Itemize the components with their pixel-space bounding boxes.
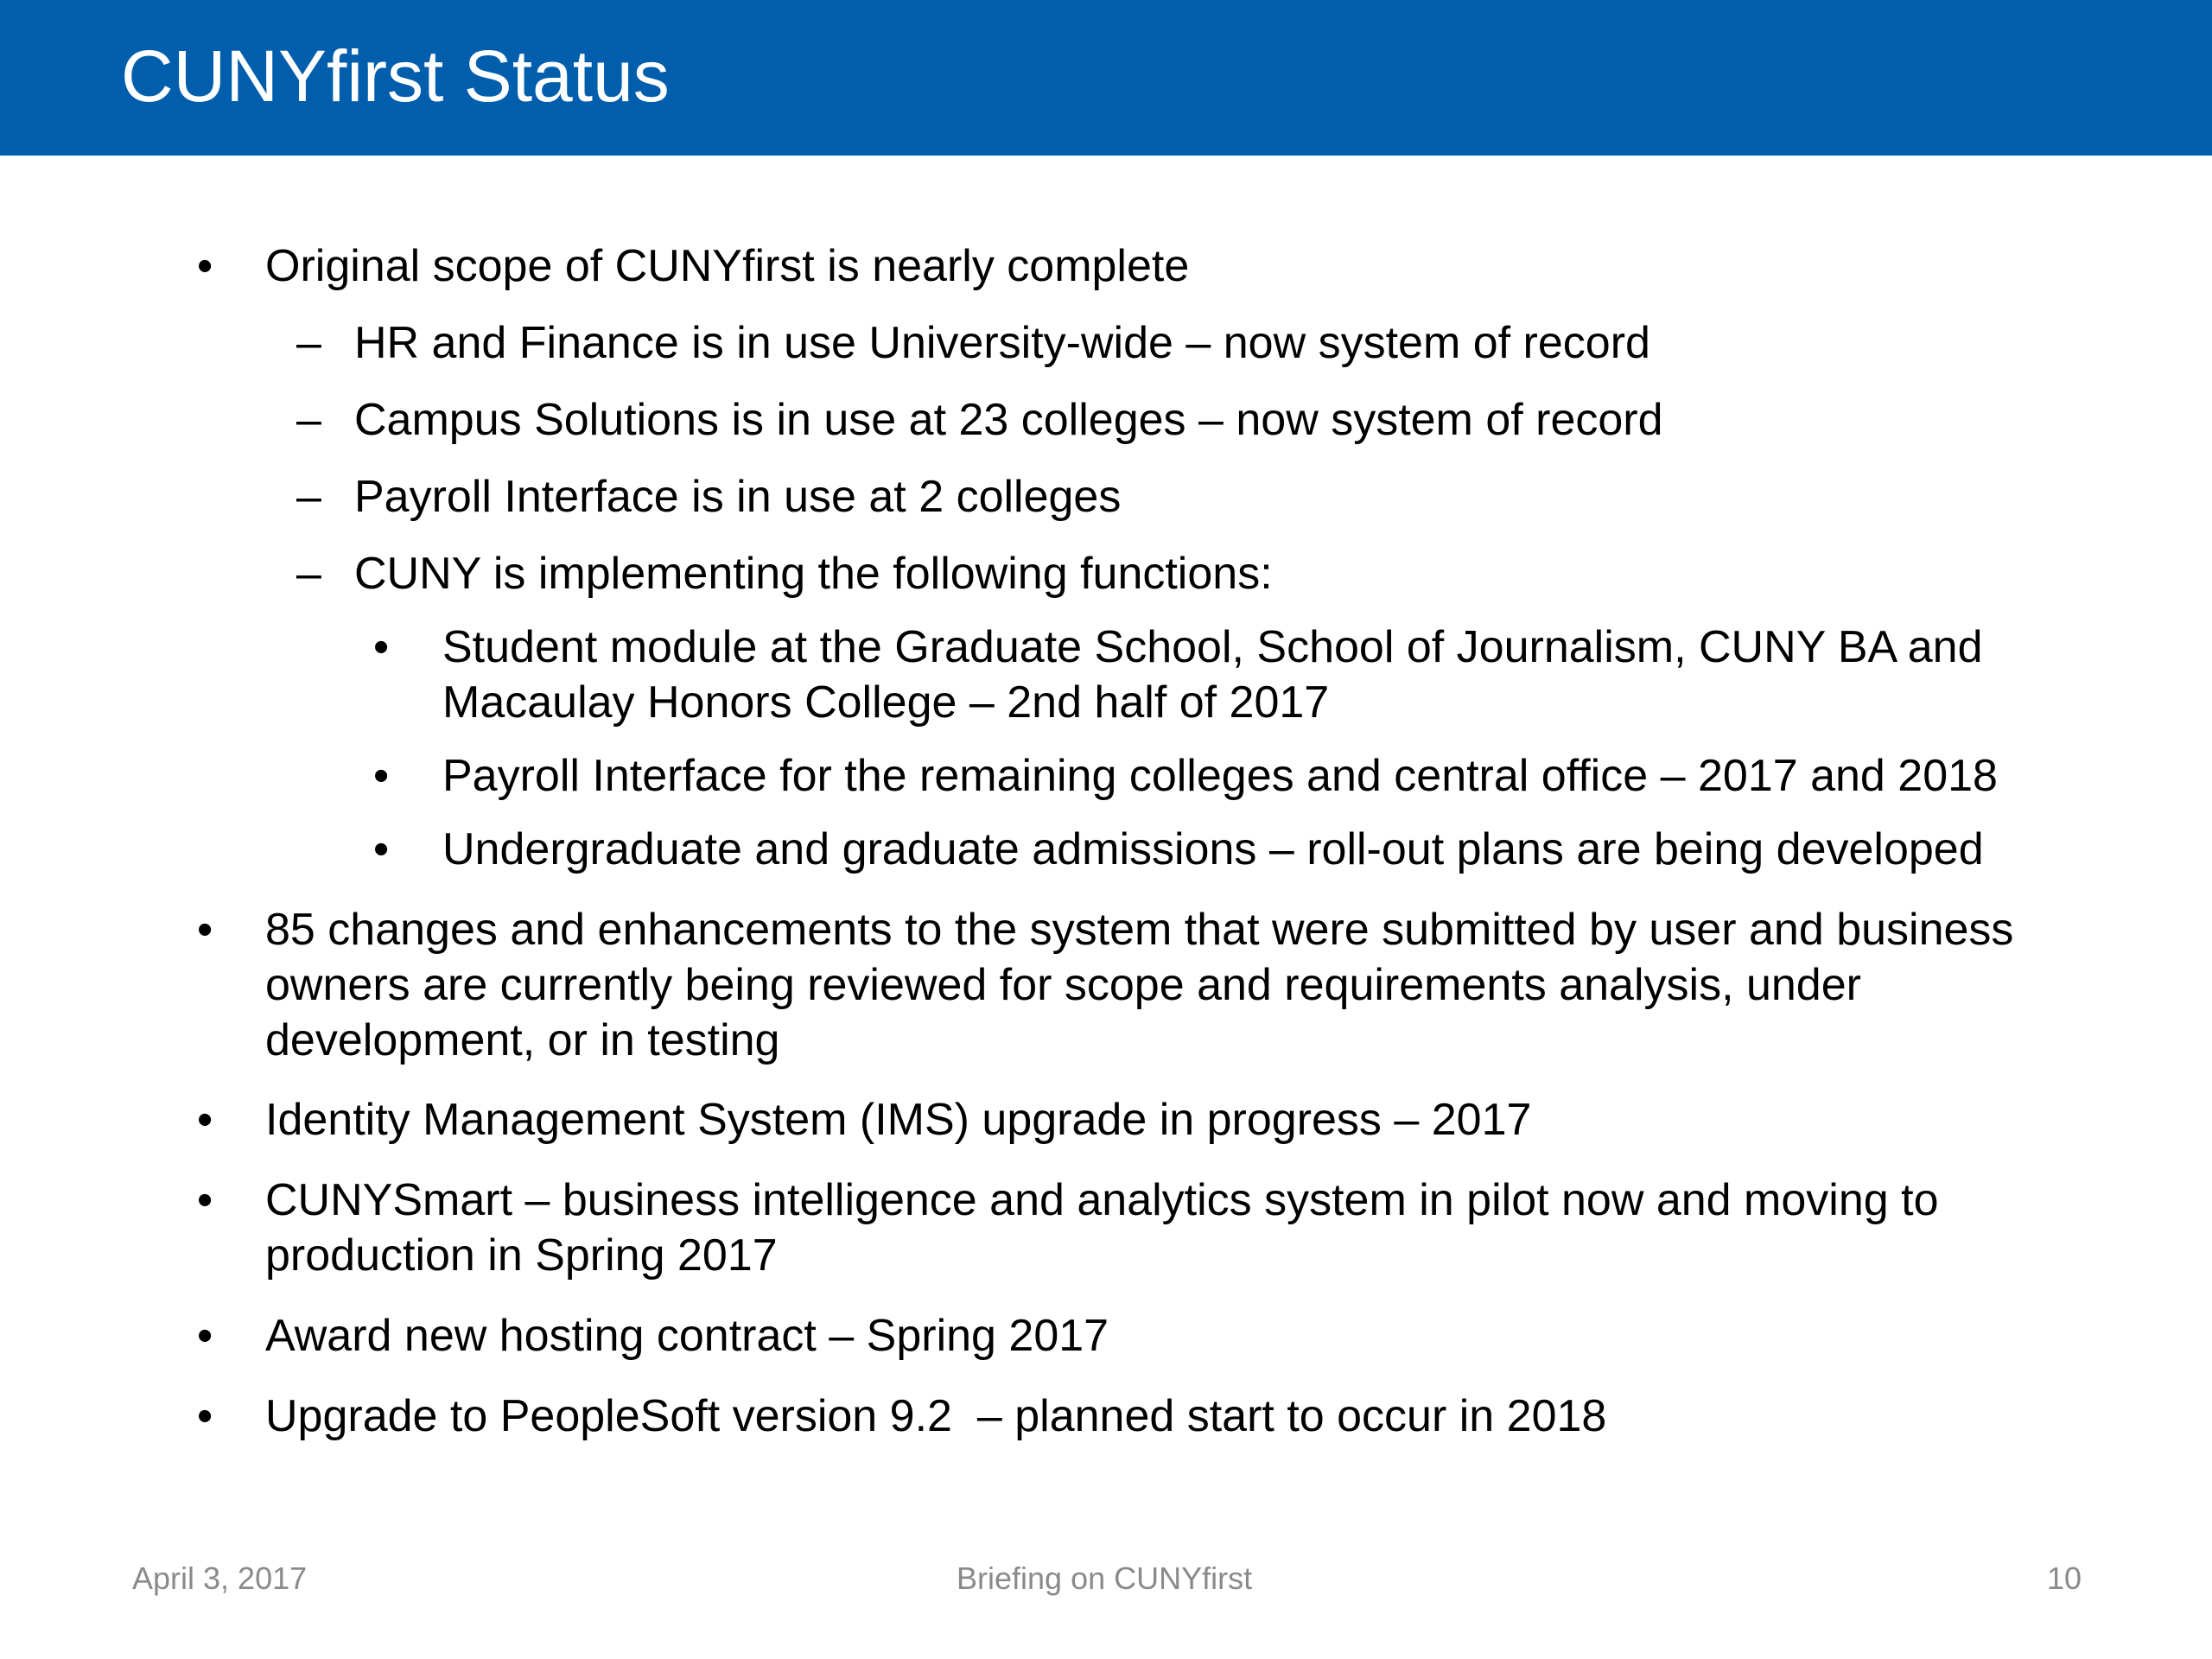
sub-sub-bullet-marker: •	[373, 751, 390, 801]
footer-page-number: 10	[2047, 1560, 2082, 1596]
slide-title: CUNYfirst Status	[121, 35, 670, 117]
sub-bullet-payroll-interface: Payroll Interface is in use at 2 colleges	[354, 472, 1122, 522]
sub-bullet-marker: –	[296, 395, 321, 445]
bullet-cunysmart-line-1: CUNYSmart – business intelligence and analytics system in pilot now and moving to	[265, 1175, 1939, 1225]
bullet-changes-line-1: 85 changes and enhancements to the system that were submitted by user and business	[265, 905, 2014, 955]
sub-bullet-marker: –	[296, 549, 321, 599]
sub-bullet-marker: –	[296, 318, 321, 368]
bullet-marker: •	[197, 1391, 213, 1441]
sub-bullet-implementing: CUNY is implementing the following functions:	[354, 549, 1273, 599]
sub-sub-bullet-payroll-remaining: Payroll Interface for the remaining colleges and central office – 2017 and 2018	[442, 751, 1998, 801]
bullet-marker: •	[197, 905, 213, 955]
bullet-marker: •	[197, 1095, 213, 1145]
bullet-changes-line-2: owners are currently being reviewed for scope and requirements analysis, under	[265, 960, 1861, 1010]
sub-sub-bullet-student-module-line-2: Macaulay Honors College – 2nd half of 2017	[442, 677, 1330, 728]
bullet-hosting-contract: Award new hosting contract – Spring 2017	[265, 1311, 1109, 1361]
sub-sub-bullet-admissions: Undergraduate and graduate admissions – roll-out plans are being developed	[442, 824, 1984, 874]
sub-sub-bullet-marker: •	[373, 824, 390, 874]
sub-sub-bullet-student-module-line-1: Student module at the Graduate School, School of Journalism, CUNY BA and	[442, 622, 1983, 672]
bullet-ims-upgrade: Identity Management System (IMS) upgrade in progress – 2017	[265, 1095, 1532, 1145]
bullet-marker: •	[197, 241, 213, 291]
sub-bullet-hr-finance: HR and Finance is in use University-wide – now system of record	[354, 318, 1650, 368]
footer-date: April 3, 2017	[132, 1560, 308, 1596]
bullet-marker: •	[197, 1311, 213, 1361]
sub-bullet-campus-solutions: Campus Solutions is in use at 23 colleges – now system of record	[354, 395, 1663, 445]
footer-title: Briefing on CUNYfirst	[957, 1560, 1253, 1596]
bullet-1-line-1: Original scope of CUNYfirst is nearly complete	[265, 241, 1190, 291]
bullet-marker: •	[197, 1175, 213, 1225]
sub-bullet-marker: –	[296, 472, 321, 522]
bullet-peoplesoft-upgrade: Upgrade to PeopleSoft version 9.2 – planned start to occur in 2018	[265, 1391, 1607, 1441]
bullet-changes-line-3: development, or in testing	[265, 1015, 780, 1065]
bullet-cunysmart-line-2: production in Spring 2017	[265, 1230, 778, 1281]
sub-sub-bullet-marker: •	[373, 622, 390, 672]
